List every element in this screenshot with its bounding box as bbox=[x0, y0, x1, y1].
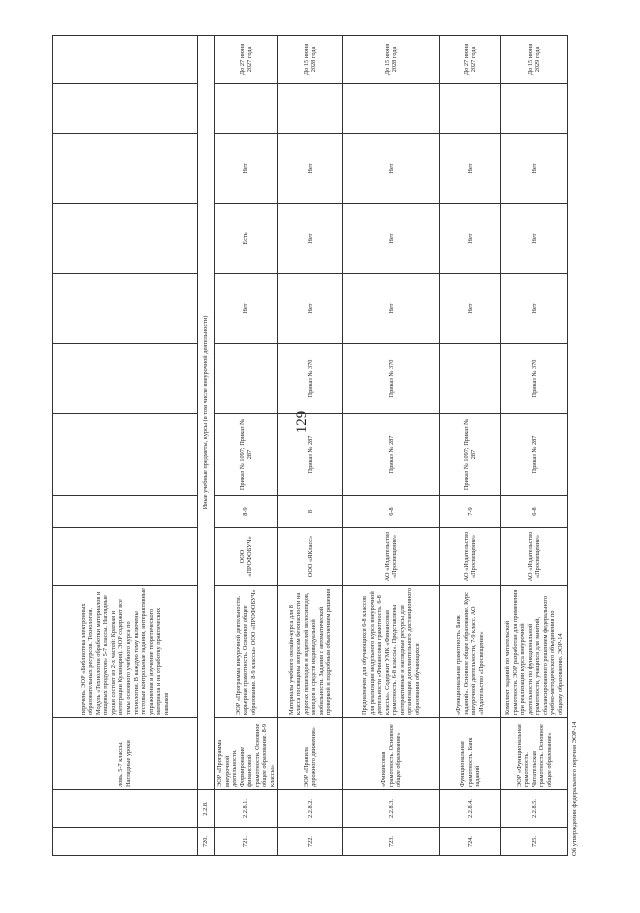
row-number: 725. bbox=[501, 828, 568, 856]
table-row bbox=[440, 36, 501, 856]
col-net-2: Нет bbox=[440, 204, 501, 274]
row-number: 720. bbox=[198, 828, 215, 856]
deadline: До 27 июня 2027 года bbox=[215, 36, 278, 84]
resource-description: «Функциональная грамотность. Банк заданий». Основное общее образование. Курс внеурочной деятельности, 7-9 класс. АО «Издательство «Просвещение» bbox=[440, 586, 501, 718]
publisher: ООО «ЯКласс» bbox=[278, 528, 343, 586]
section-header: Иные учебные предметы, курсы (в том числе внеурочной деятельности) bbox=[198, 36, 215, 790]
order-1: Приказ № 287 bbox=[278, 414, 343, 496]
order-1: Приказ № 287 bbox=[501, 414, 568, 496]
publisher: АО «Издательство «Просвещение» bbox=[501, 528, 568, 586]
page-number: 129 bbox=[294, 410, 310, 434]
row-code: 2.2.8. bbox=[198, 790, 215, 828]
order-2 bbox=[440, 344, 501, 414]
row-number: 723. bbox=[343, 828, 440, 856]
order-2: Приказ № 370 bbox=[501, 344, 568, 414]
row-720 bbox=[198, 36, 215, 856]
order-2 bbox=[215, 344, 278, 414]
col-net-3: Нет bbox=[215, 134, 278, 204]
resource-description: ЭОР «Программа внеурочной деятельности. карьерная грамотность. Основное общее образование. 8-9 классы» ООО «ПРОФОБУЧ» bbox=[215, 586, 278, 718]
deadline: До 27 июня 2027 года bbox=[440, 36, 501, 84]
row-code: 2.2.8.3. bbox=[343, 790, 440, 828]
col-net-1: Нет bbox=[343, 274, 440, 344]
deadline: До 15 июня 2029 года bbox=[501, 36, 568, 84]
col-net-2: Есть bbox=[215, 204, 278, 274]
grades: 6-8 bbox=[343, 496, 440, 528]
order-2: Приказ № 370 bbox=[343, 344, 440, 414]
order-1: Приказ № 1097; Приказ № 287 bbox=[440, 414, 501, 496]
resource-description: Комплект заданий по читательской грамотности. ЭОР разработан для применения при реализации курса внеурочной деятельности по функциональной грамотности, учащихся для занятий, сбалансированного решением федерального учебно-методического объединения по общему образованию. ЭОР-14 bbox=[501, 586, 568, 718]
resource-description: Материалы учебного онлайн-курса для 8 класса посвящены вопросам безопасности на дорогах пешеходов и водителей велосипедов, мопедов и средств индивидуальной мобильности. Задания с автоматической проверкой и подробным объяснением решения bbox=[278, 586, 343, 718]
row-number: 722. bbox=[278, 828, 343, 856]
order-1: Приказ № 1097; Приказ № 287 bbox=[215, 414, 278, 496]
col-net-3: Нет bbox=[440, 134, 501, 204]
row-code: 2.2.8.1. bbox=[215, 790, 278, 828]
grades: 8-9 bbox=[215, 496, 278, 528]
row-number: 724. bbox=[440, 828, 501, 856]
col-net-1: Нет bbox=[501, 274, 568, 344]
row-code: 2.2.8.5. bbox=[501, 790, 568, 828]
row-number: 721. bbox=[215, 828, 278, 856]
top-description: перечень. ЭОР «Библиотека электронных образовательных ресурсов. Технология. Модуль «Технологии обработки материалов и пищевых продуктов» 5-7 классы. Наглядные уроки состоят из 2-х частей: Краткая и интеграции Кулинария). ЭОР содержит все темы основного учебного курса по технологии. В каждую тему включены тестовые контрольные задания, интерактивные упражнения и изучение теоретического материала и на отработку практических навыков bbox=[53, 586, 198, 718]
row-code: 2.2.8.2. bbox=[278, 790, 343, 828]
resource-description: Предназначен для обучающихся 6-8 классов для реализации модульного курса внеурочной деятельности «Финансовая грамотность. 6-8 классы». Содержит УМК «Финансовая грамотность. 6-8 классы». Представлены интерактивные и наглядные ресурсы для организации дополнительного дистанционного образования обучающихся bbox=[343, 586, 440, 718]
col-net-1: Нет bbox=[440, 274, 501, 344]
col-net-2: Нет bbox=[501, 204, 568, 274]
resource-name: ЭОР «Функциональная грамотность. Читательская грамотность. Основное общее образование» bbox=[501, 718, 568, 790]
order-2: Приказ № 370 bbox=[278, 344, 343, 414]
resource-name: ЭОР «Программа внеурочной деятельности. Формирование финансовой грамотности. Основное общее образование. 8-9 классы» bbox=[215, 718, 278, 790]
footnote: Об утверждении федерального перечня ЭОР-14 bbox=[571, 721, 579, 856]
top-item-name: ловь. 5-7 классы. Наглядные уроки bbox=[53, 718, 198, 790]
col-net-1: Нет bbox=[278, 274, 343, 344]
resource-name: Функциональная грамотность. Банк заданий bbox=[440, 718, 501, 790]
resource-name: «Финансовая грамотность. Основное общее образование» bbox=[343, 718, 440, 790]
order-1: Приказ № 287 bbox=[343, 414, 440, 496]
col-net-3: Нет bbox=[501, 134, 568, 204]
resource-name: ЭОР «Правила дорожного движения» bbox=[278, 718, 343, 790]
row-code: 2.2.8.4. bbox=[440, 790, 501, 828]
grades: 6-8 bbox=[501, 496, 568, 528]
rotated-table-area bbox=[52, 36, 612, 856]
publisher: АО «Издательство «Просвещение» bbox=[343, 528, 440, 586]
table-row bbox=[343, 36, 440, 856]
deadline: До 15 июня 2028 года bbox=[278, 36, 343, 84]
table-row bbox=[278, 36, 343, 856]
top-continuation-row bbox=[53, 36, 198, 856]
col-net-3: Нет bbox=[278, 134, 343, 204]
col-net-2: Нет bbox=[343, 204, 440, 274]
eor-table bbox=[52, 35, 568, 856]
grades: 8 bbox=[278, 496, 343, 528]
col-net-1: Нет bbox=[215, 274, 278, 344]
grades: 7-9 bbox=[440, 496, 501, 528]
col-net-2: Нет bbox=[278, 204, 343, 274]
publisher: ООО «ПРОФОБУЧ» bbox=[215, 528, 278, 586]
deadline: До 15 июня 2028 года bbox=[343, 36, 440, 84]
publisher: АО «Издательство «Просвещение» bbox=[440, 528, 501, 586]
col-net-3: Нет bbox=[343, 134, 440, 204]
table-row bbox=[215, 36, 278, 856]
table-row bbox=[501, 36, 568, 856]
